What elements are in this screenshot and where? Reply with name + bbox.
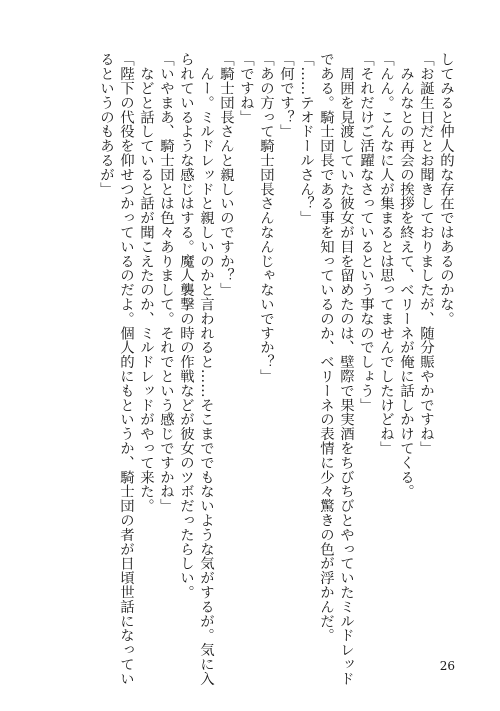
text-line: るというのもあるが」 (98, 52, 114, 196)
page-number: 26 (439, 659, 455, 673)
text-line: などと話していると話が聞こえたのか、ミルドレッドがやって来た。 (138, 52, 154, 513)
text-line: られているような感じはする。魔人襲撃の時の作戦などが彼女のツボだったらしい。 (178, 52, 194, 600)
text-line: 「陛下の代役を仰せつかっているのだよ。個人的にもというか、騎士団の者が日頃世話になってい (118, 52, 134, 686)
text-line: みんなとの再会の挨拶を終えて、ベリーネが俺に話しかけてくる。 (398, 52, 414, 499)
text-line: である。騎士団長である事を知っているのか、ベリーネの表情に少々驚きの色が浮かんだ。 (318, 52, 334, 643)
text-line: 「いやまあ、騎士団とは色々ありまして。それでという感じですかね」 (158, 52, 174, 513)
text-line: 周囲を見渡していた彼女が目を留めたのは、壁際で果実酒をちびちびとやっていたミルドレッド (338, 52, 354, 686)
text-line: 「それだけご活躍なさっているという事なのでしょう」 (358, 52, 374, 412)
text-line: 「ですね」 (238, 52, 254, 124)
text-line: 「あの方って騎士団長さんなんじゃないですか？」 (258, 52, 274, 384)
text-line: 「……テオドールさん？」 (298, 52, 314, 225)
text-line: 「んん。こんなに人が集まるとは思ってませんでしたけどね」 (378, 52, 394, 456)
text-line: 「騎士団長さんと親しいのですか？」 (218, 52, 234, 297)
text-line: 「何です？」 (278, 52, 294, 139)
text-line: 「お誕生日だとお聞きしておりましたが、随分賑やかですね」 (418, 52, 434, 456)
text-line: してみると仲人的な存在ではあるのかな。 (438, 52, 454, 326)
text-line: んー。ミルドレッドと親しいのかと言われると……そこまででもないような気がするが。気に入 (198, 52, 214, 686)
